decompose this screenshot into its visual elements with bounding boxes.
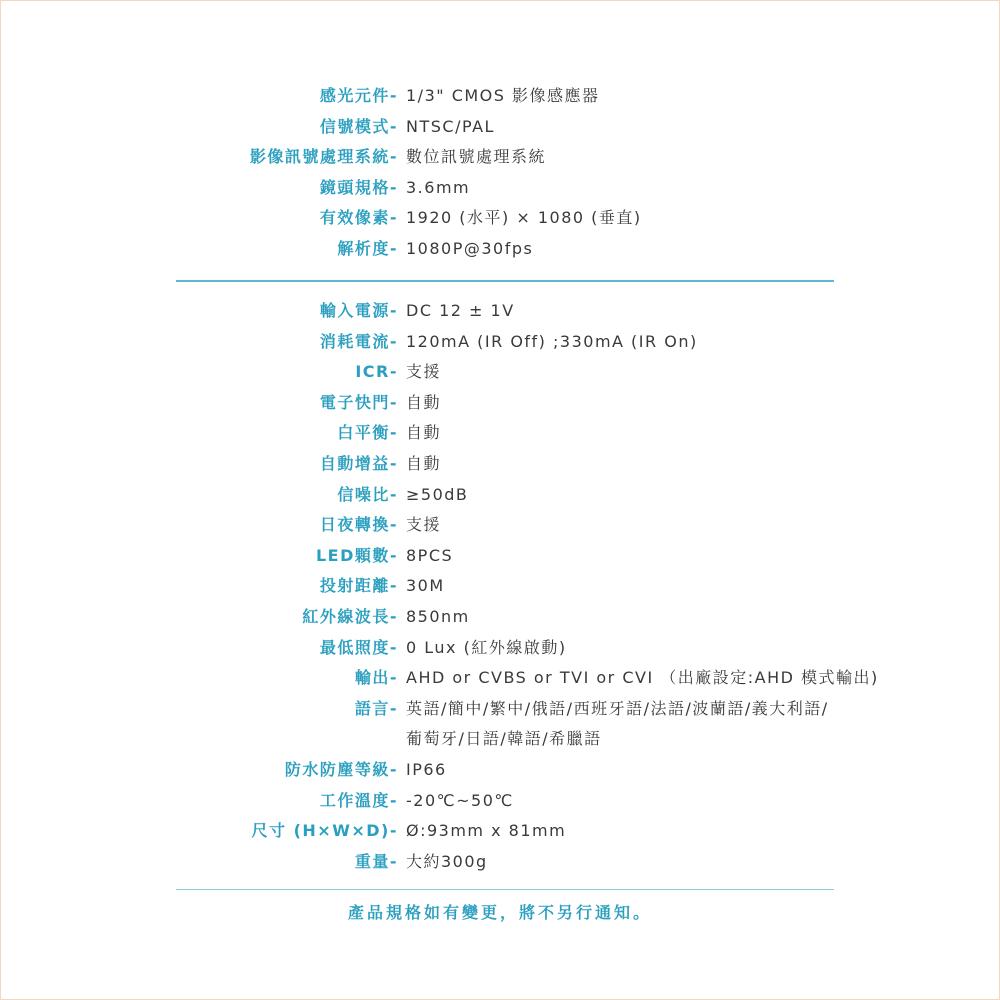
spec-label: 最低照度- xyxy=(319,637,398,657)
spec-label: 輸入電源- xyxy=(319,301,398,320)
spec-label: 信號模式- xyxy=(319,116,398,136)
spec-label: 自動增益- xyxy=(319,454,398,473)
spec-value: 英語/簡中/繁中/俄語/西班牙語/法語/波蘭語/義大利語/ xyxy=(406,698,829,718)
spec-label: 紅外線波長- xyxy=(302,607,398,626)
spec-row xyxy=(0,112,1000,142)
spec-value: 1/3" CMOS 影像感應器 xyxy=(406,86,600,105)
spec-row xyxy=(0,510,1000,540)
spec-label: 投射距離- xyxy=(319,576,398,596)
spec-row xyxy=(0,755,1000,785)
spec-value: 850nm xyxy=(406,607,470,626)
spec-label: 工作溫度- xyxy=(319,790,398,810)
spec-value: ≥50dB xyxy=(406,484,469,504)
spec-row xyxy=(0,142,1000,172)
spec-label: 解析度- xyxy=(337,239,398,258)
footer-divider xyxy=(176,889,834,890)
spec-row xyxy=(0,541,1000,571)
spec-value: 1080P@30fps xyxy=(406,239,534,258)
spec-value: 1920 (水平) × 1080 (垂直) xyxy=(406,208,642,228)
spec-row xyxy=(0,418,1000,448)
spec-value: Ø:93mm x 81mm xyxy=(406,821,567,841)
spec-label: 信噪比- xyxy=(337,484,398,504)
spec-label: 鏡頭規格- xyxy=(319,177,398,197)
spec-row xyxy=(0,816,1000,846)
spec-row xyxy=(0,786,1000,816)
spec-value: 支援 xyxy=(406,362,442,382)
spec-value: 120mA (IR Off) ;330mA (IR On) xyxy=(406,331,698,351)
spec-row xyxy=(0,388,1000,418)
spec-row xyxy=(0,173,1000,203)
spec-value: -20℃~50℃ xyxy=(406,790,514,810)
spec-label: LED顆數- xyxy=(315,545,398,565)
spec-value: 大約300g xyxy=(406,851,488,871)
spec-value: DC 12 ± 1V xyxy=(406,301,515,320)
spec-label: 防水防塵等級- xyxy=(284,760,398,779)
spec-value: 自動 xyxy=(406,392,442,412)
spec-row xyxy=(0,81,1000,111)
spec-label: 消耗電流- xyxy=(319,331,398,351)
spec-value: AHD or CVBS or TVI or CVI （出廠設定:AHD 模式輸出) xyxy=(406,668,879,688)
spec-row xyxy=(0,327,1000,357)
spec-label: 語言- xyxy=(354,698,398,718)
spec-row xyxy=(0,724,1000,754)
spec-label: ICR- xyxy=(355,362,398,382)
spec-label: 影像訊號處理系統- xyxy=(249,147,398,167)
spec-row xyxy=(0,847,1000,877)
spec-value: 3.6mm xyxy=(406,177,471,197)
spec-value: 支援 xyxy=(406,515,442,535)
spec-label: 有效像素- xyxy=(319,208,398,228)
spec-value: 8PCS xyxy=(406,545,454,565)
spec-label: 重量- xyxy=(354,851,398,871)
spec-row xyxy=(0,602,1000,632)
spec-row xyxy=(0,357,1000,387)
spec-value: 30M xyxy=(406,576,445,596)
spec-value: IP66 xyxy=(406,760,447,779)
spec-row xyxy=(0,203,1000,233)
spec-row xyxy=(0,480,1000,510)
spec-row xyxy=(0,663,1000,693)
footnote: 產品規格如有變更，將不另行通知。 xyxy=(347,903,652,922)
spec-value: NTSC/PAL xyxy=(406,116,495,136)
spec-label: 日夜轉換- xyxy=(319,515,398,535)
spec-label: 尺寸 (H×W×D)- xyxy=(251,821,398,841)
spec-label: 白平衡- xyxy=(337,423,398,443)
spec-row xyxy=(0,571,1000,601)
spec-row xyxy=(0,449,1000,479)
spec-label: 感光元件- xyxy=(319,86,398,105)
spec-value: 自動 xyxy=(406,454,442,473)
spec-row xyxy=(0,694,1000,724)
section-divider xyxy=(176,280,834,282)
spec-row xyxy=(0,234,1000,264)
spec-value: 葡萄牙/日語/韓語/希臘語 xyxy=(406,729,602,749)
spec-row xyxy=(0,633,1000,663)
spec-value: 自動 xyxy=(406,423,442,443)
spec-row xyxy=(0,296,1000,326)
spec-value: 0 Lux (紅外線啟動) xyxy=(406,637,567,657)
spec-label: 電子快門- xyxy=(319,392,398,412)
spec-label: 輸出- xyxy=(354,668,398,688)
spec-value: 數位訊號處理系統 xyxy=(406,147,547,167)
